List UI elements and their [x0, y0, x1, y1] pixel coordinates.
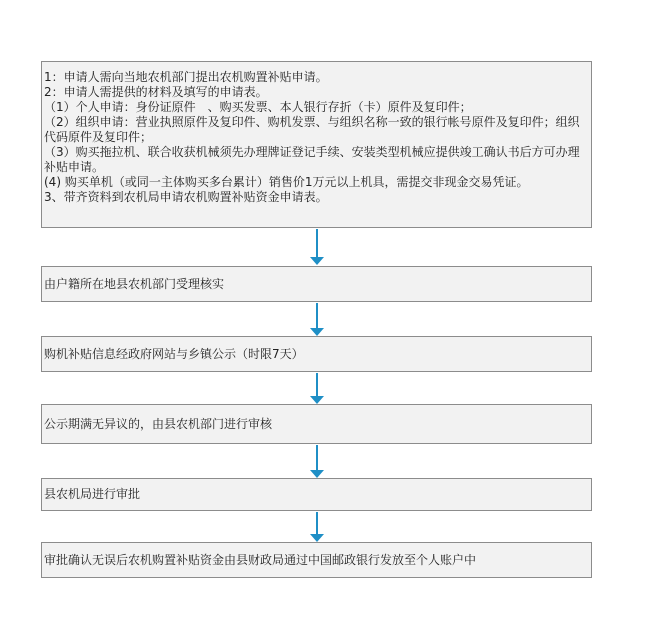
flow-arrow-1: [310, 229, 324, 265]
flow-arrow-4: [310, 445, 324, 478]
flow-arrow-1-shaft: [316, 229, 318, 258]
flow-arrow-4-shaft: [316, 445, 318, 471]
arrow-down-icon: [310, 396, 324, 404]
step-3-text: 购机补贴信息经政府网站与乡镇公示（时限7天）: [44, 346, 304, 361]
step-1-line-7: 3、带齐资料到农机局申请农机购置补贴资金申请表。: [44, 190, 328, 204]
step-2-text: 由户籍所在地县农机部门受理核实: [44, 276, 225, 291]
step-1-line-4: （2）组织申请：营业执照原件及复印件、购机发票、与组织名称一致的银行帐号原件及复印件；组织代码原件及复印件；: [44, 115, 580, 144]
step-4-review: [41, 404, 592, 444]
step-1-line-1: 1：申请人需向当地农机部门提出农机购置补贴申请。: [44, 70, 328, 84]
step-1-line-5: （3）购买拖拉机、联合收获机械须先办理牌证登记手续、安装类型机械应提供竣工确认书后方可办理补贴申请。: [44, 145, 580, 174]
arrow-down-icon: [310, 470, 324, 478]
flow-arrow-5-shaft: [316, 512, 318, 535]
arrow-down-icon: [310, 534, 324, 542]
step-5-text: 县农机局进行审批: [44, 487, 141, 501]
step-3-public-notice: [41, 336, 592, 372]
step-6-text: 审批确认无误后农机购置补贴资金由县财政局通过中国邮政银行发放至个人账户中: [44, 552, 477, 567]
step-6-disbursement: [41, 542, 592, 578]
step-4-text: 公示期满无异议的，由县农机部门进行审核: [44, 416, 273, 431]
flow-arrow-3: [310, 373, 324, 404]
step-1-line-2: 2：申请人需提供的材料及填写的申请表。: [44, 85, 268, 99]
step-2-accept-verify: [41, 266, 592, 302]
step-1-line-3: （1）个人申请：身份证原件 、购买发票、本人银行存折（卡）原件及复印件；: [44, 100, 472, 114]
flow-arrow-5: [310, 512, 324, 542]
arrow-down-icon: [310, 257, 324, 265]
flow-arrow-2-shaft: [316, 303, 318, 329]
flow-arrow-3-shaft: [316, 373, 318, 397]
flow-arrow-2: [310, 303, 324, 336]
arrow-down-icon: [310, 328, 324, 336]
step-1-application-requirements: [41, 61, 592, 228]
step-1-line-6: (4) 购买单机（或同一主体购买多台累计）销售价1万元以上机具，需提交非现金交易凭证。: [44, 175, 529, 189]
step-5-approval: [41, 478, 592, 511]
